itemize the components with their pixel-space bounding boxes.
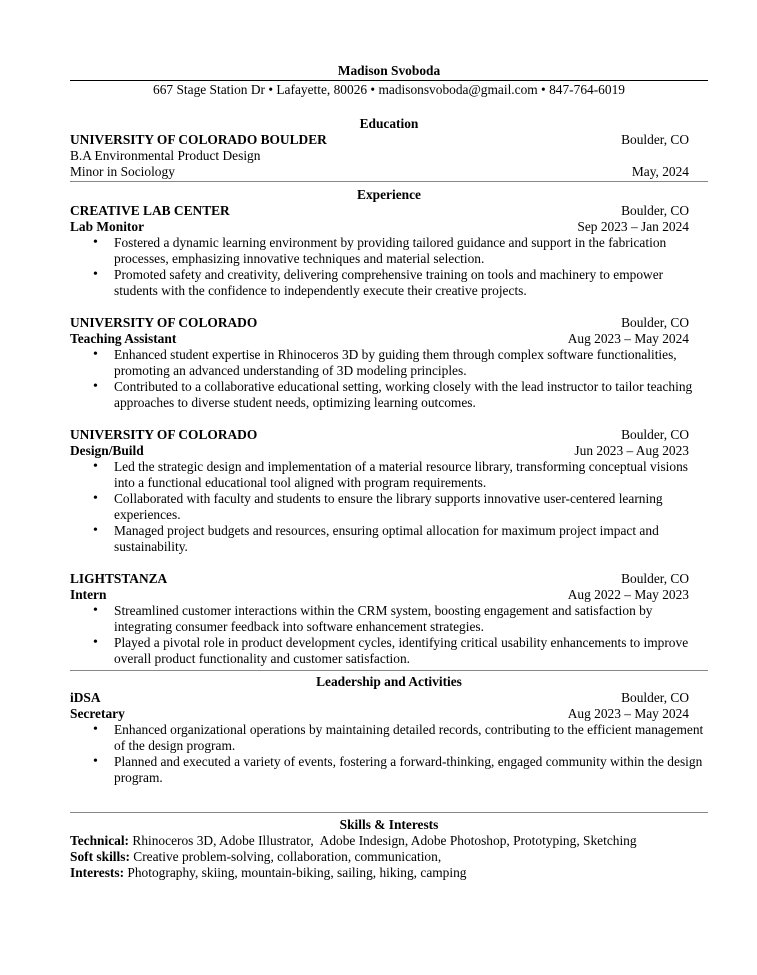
skills-technical-label: Technical: (70, 833, 130, 848)
bullet-item: • Planned and executed a variety of events, fostering a forward-thinking, engaged community within the design program. (114, 754, 708, 786)
job-bullets (70, 235, 708, 299)
bullet-item: • Collaborated with faculty and students to ensure the library supports innovative user-centered learning experiences. (114, 491, 708, 523)
job-entry (70, 315, 708, 411)
job-role: Intern (70, 587, 107, 602)
job-role-row (70, 587, 708, 603)
job-entry (70, 203, 708, 299)
bullet-item: • Promoted safety and creativity, delivering comprehensive training on tools and machinery to empower students with the confidence to independently execute their creative projects. (114, 267, 708, 299)
job-bullets (70, 603, 708, 667)
education-degree-row (70, 148, 708, 164)
job-location: Boulder, CO (621, 571, 689, 586)
leadership-role-row (70, 706, 708, 722)
job-entry (70, 427, 708, 555)
education-title: Education (359, 116, 419, 131)
job-org-row (70, 427, 708, 443)
job-org-row (70, 203, 708, 219)
job-dates: Aug 2022 – May 2023 (567, 587, 689, 602)
job-org: UNIVERSITY OF COLORADO (70, 427, 258, 442)
job-bullets (70, 347, 708, 411)
job-location: Boulder, CO (621, 203, 689, 218)
skills-technical: Rhinoceros 3D, Adobe Illustrator, Adobe Indesign, Adobe Photoshop, Prototyping, Sketching (132, 833, 637, 848)
education-date: May, 2024 (631, 164, 689, 179)
experience-title: Experience (357, 187, 421, 202)
bullet-item: • Contributed to a collaborative educational setting, working closely with the lead instructor to tailor teaching approaches to diverse student needs, optimizing learning outcomes. (114, 379, 708, 411)
education-minor: Minor in Sociology (70, 164, 175, 179)
job-org: LIGHTSTANZA (70, 571, 168, 586)
education-school: UNIVERSITY OF COLORADO BOULDER (70, 132, 327, 147)
job-location: Boulder, CO (621, 315, 689, 330)
leadership-location: Boulder, CO (621, 690, 689, 705)
skills-interests-label: Interests: (70, 865, 125, 880)
job-dates: Sep 2023 – Jan 2024 (577, 219, 689, 234)
job-role: Design/Build (70, 443, 144, 458)
skills-soft-line (70, 849, 708, 865)
skills-soft-label: Soft skills: (70, 849, 130, 864)
leadership-title: Leadership and Activities (316, 674, 462, 689)
skills-interests-line (70, 865, 708, 881)
job-role-row (70, 219, 708, 235)
job-role-row (70, 443, 708, 459)
bullet-item: • Led the strategic design and implementation of a material resource library, transforming conceptual visions into a functional educational tool aligned with program requirements. (114, 459, 708, 491)
header-divider (70, 80, 708, 81)
leadership-dates: Aug 2023 – May 2024 (567, 706, 689, 721)
section-divider (70, 670, 708, 671)
bullet-item: • Managed project budgets and resources, ensuring optimal allocation for maximum project impact and sustainability. (114, 523, 708, 555)
job-dates: Aug 2023 – May 2024 (567, 331, 689, 346)
leadership-org-row (70, 690, 708, 706)
job-dates: Jun 2023 – Aug 2023 (574, 443, 689, 458)
job-org-row (70, 315, 708, 331)
leadership-bullets (70, 722, 708, 786)
bullet-item: • Streamlined customer interactions within the CRM system, boosting engagement and satisfaction by integrating consumer feedback into software enhancement strategies. (114, 603, 708, 635)
skills-technical-line (70, 833, 708, 849)
bullet-item: • Played a pivotal role in product development cycles, identifying critical usability enhancements to improve overall product functionality and customer satisfaction. (114, 635, 708, 667)
job-org-row (70, 571, 708, 587)
job-org: CREATIVE LAB CENTER (70, 203, 230, 218)
contact-line: 667 Stage Station Dr • Lafayette, 80026 • madisonsvoboda@gmail.com • 847-764-6019 (153, 82, 625, 97)
skills-soft: Creative problem-solving, collaboration, communication, (133, 849, 442, 864)
education-degree: B.A Environmental Product Design (70, 148, 261, 163)
job-org: UNIVERSITY OF COLORADO (70, 315, 258, 330)
leadership-role: Secretary (70, 706, 125, 721)
education-minor-row (70, 164, 708, 180)
bullet-item: • Enhanced organizational operations by maintaining detailed records, contributing to the efficient management of the design program. (114, 722, 708, 754)
section-divider (70, 181, 708, 182)
job-entry (70, 571, 708, 667)
education-location: Boulder, CO (621, 132, 689, 147)
resume-page (70, 63, 708, 881)
resume-name: Madison Svoboda (337, 63, 441, 78)
bullet-item: • Enhanced student expertise in Rhinoceros 3D by guiding them through complex software functionalities, promoting an advanced understanding of 3D modeling principles. (114, 347, 708, 379)
job-bullets (70, 459, 708, 555)
job-role: Lab Monitor (70, 219, 145, 234)
skills-title: Skills & Interests (339, 817, 439, 832)
job-location: Boulder, CO (621, 427, 689, 442)
job-role-row (70, 331, 708, 347)
leadership-org: iDSA (70, 690, 101, 705)
section-divider (70, 812, 708, 813)
job-role: Teaching Assistant (70, 331, 177, 346)
education-school-row (70, 132, 708, 148)
skills-interests: Photography, skiing, mountain-biking, sailing, hiking, camping (127, 865, 467, 880)
bullet-item: • Fostered a dynamic learning environment by providing tailored guidance and support in the fabrication processes, emphasizing innovative techniques and material selection. (114, 235, 708, 267)
